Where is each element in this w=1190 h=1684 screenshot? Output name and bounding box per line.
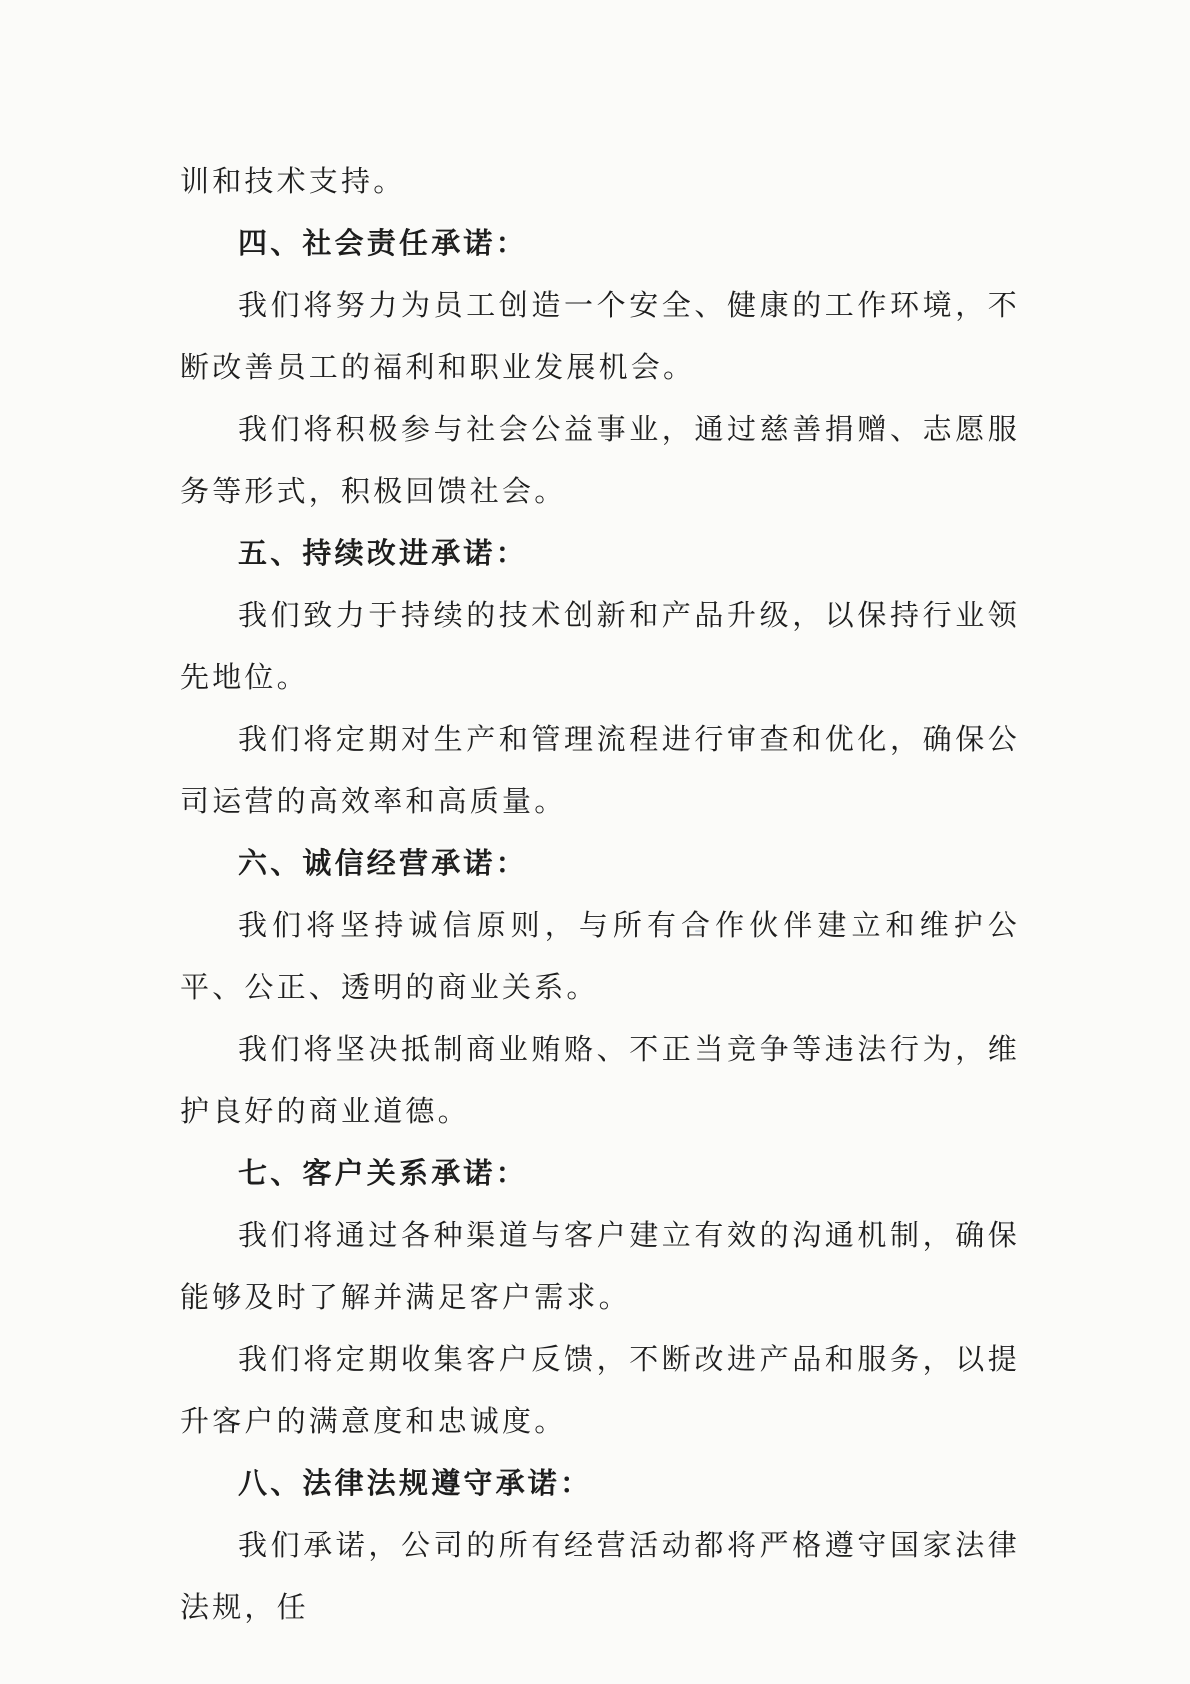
section-heading-customer-relations: 七、客户关系承诺： [238,1156,528,1190]
paragraph-legal-commitment: 我们承诺，公司的所有经营活动都将严格遵守国家法律法规，任 [180,1528,1020,1624]
paragraph-public-welfare: 我们将积极参与社会公益事业，通过慈善捐赠、志愿服务等形式，积极回馈社会。 [180,412,1020,508]
section-heading-integrity: 六、诚信经营承诺： [238,846,528,880]
paragraph-anti-bribery: 我们将坚决抵制商业贿赂、不正当竞争等违法行为，维护良好的商业道德。 [180,1032,1020,1128]
section-heading-social-responsibility: 四、社会责任承诺： [238,226,528,260]
section-heading-continuous-improvement: 五、持续改进承诺： [238,536,528,570]
paragraph-employee-environment: 我们将努力为员工创造一个安全、健康的工作环境，不断改善员工的福利和职业发展机会。 [180,288,1020,384]
paragraph-communication: 我们将通过各种渠道与客户建立有效的沟通机制，确保能够及时了解并满足客户需求。 [180,1218,1020,1314]
paragraph-continuation: 训和技术支持。 [180,164,406,198]
paragraph-process-optimization: 我们将定期对生产和管理流程进行审查和优化，确保公司运营的高效率和高质量。 [180,722,1020,818]
paragraph-feedback: 我们将定期收集客户反馈，不断改进产品和服务，以提升客户的满意度和忠诚度。 [180,1342,1020,1438]
paragraph-innovation: 我们致力于持续的技术创新和产品升级，以保持行业领先地位。 [180,598,1020,694]
document-body [180,150,1020,1638]
paragraph-fair-relations: 我们将坚持诚信原则，与所有合作伙伴建立和维护公平、公正、透明的商业关系。 [180,908,1020,1004]
section-heading-legal-compliance: 八、法律法规遵守承诺： [238,1466,593,1500]
